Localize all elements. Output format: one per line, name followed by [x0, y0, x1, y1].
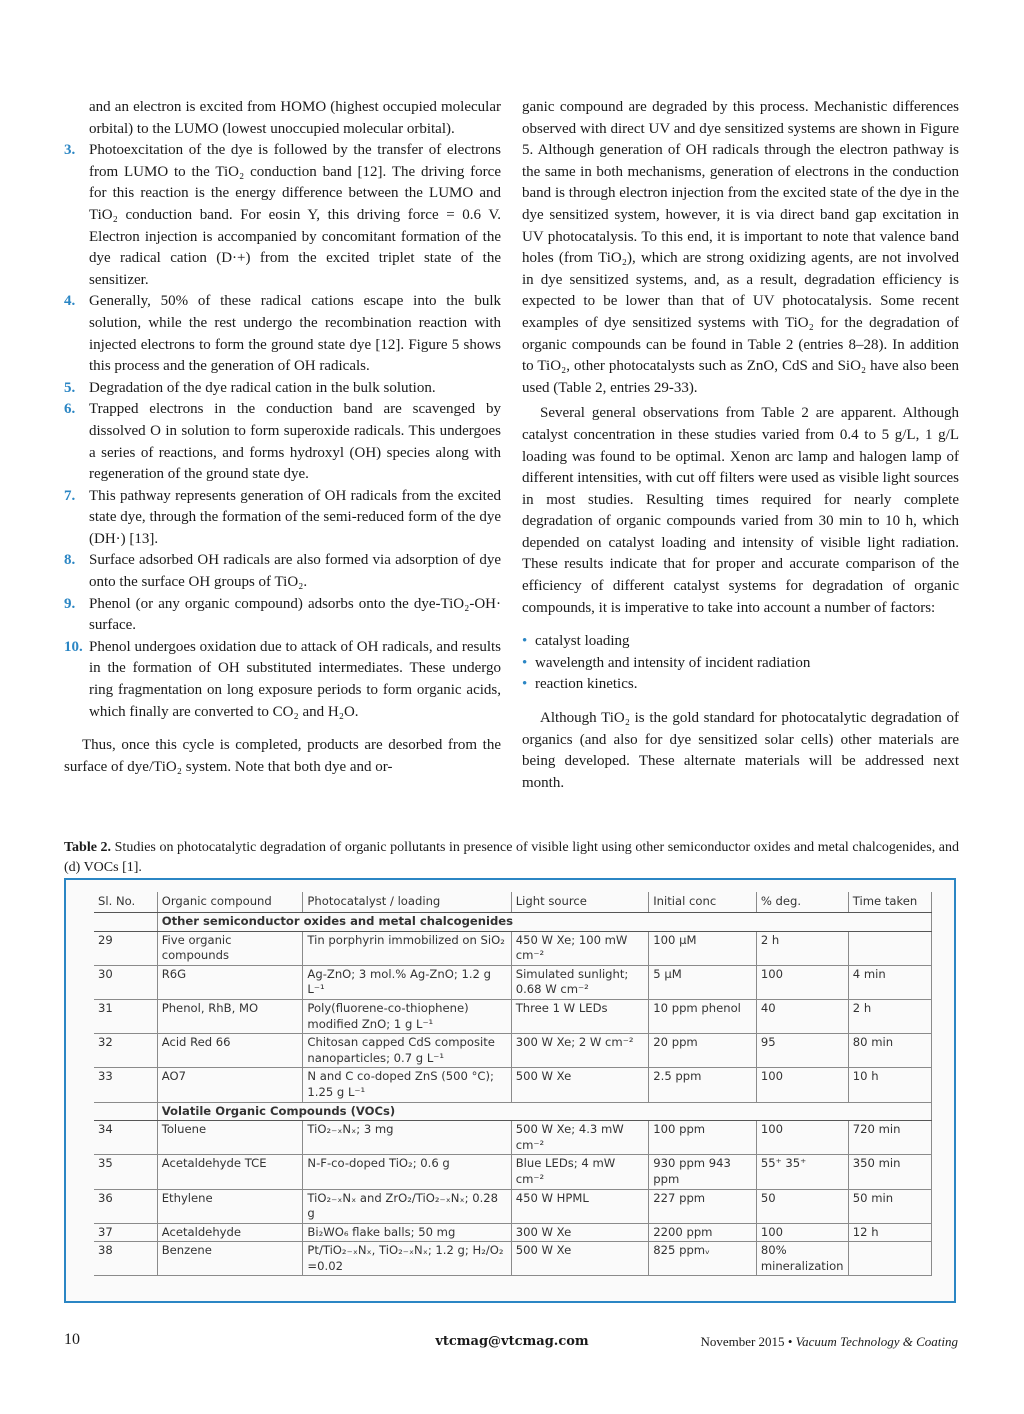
table-body: [94, 913, 932, 1276]
cell: 95: [756, 1034, 848, 1068]
cell: 4 min: [848, 965, 931, 999]
cell: TiO₂₋ₓNₓ; 3 mg: [303, 1121, 511, 1155]
cell: 2.5 ppm: [649, 1068, 757, 1102]
cell: Tin porphyrin immobilized on SiO₂: [303, 931, 511, 965]
step-text: Phenol undergoes oxidation due to attack of OH radicals, and results in the formation of OH substituted intermediates. These undergo ring fragmentation on long exposure periods to form organic acids, which finally are converted to CO₂ and H₂O.: [89, 638, 501, 720]
list-item: [64, 291, 501, 377]
list-item: [64, 550, 501, 593]
cell: 720 min: [848, 1121, 931, 1155]
table-row: [94, 965, 932, 999]
cell: N and C co-doped ZnS (500 °C); 1.25 g L⁻¹: [303, 1068, 511, 1102]
right-column: [522, 97, 959, 794]
cell: 500 W Xe: [511, 1242, 649, 1276]
cell: 12 h: [848, 1223, 931, 1242]
cell: 450 W HPML: [511, 1189, 649, 1223]
cell: Bi₂WO₆ flake balls; 50 mg: [303, 1223, 511, 1242]
step-text: Generally, 50% of these radical cations escape into the bulk solution, while the rest undergo the recombination reaction with injected electrons to form the ground state dye [12]. Figure 5 shows this process and the generation of OH radicals.: [89, 293, 501, 375]
cell: 2200 ppm: [649, 1223, 757, 1242]
header-cell: Organic compound: [157, 892, 303, 913]
cell: Blue LEDs; 4 mW cm⁻²: [511, 1155, 649, 1189]
list-item: [64, 637, 501, 723]
cell: 2 h: [756, 931, 848, 965]
section-title: Other semiconductor oxides and metal chalcogenides: [157, 913, 931, 932]
cell: 100 µM: [649, 931, 757, 965]
section-row: [94, 1102, 932, 1121]
cell: Phenol, RhB, MO: [157, 999, 303, 1033]
cell: Simulated sunlight; 0.68 W cm⁻²: [511, 965, 649, 999]
cell: [848, 1242, 931, 1276]
step-number: 3.: [64, 142, 76, 159]
body-paragraph: Although TiO₂ is the gold standard for photocatalytic degradation of organics (and also for dye sensitized solar cells) other materials are being developed. These alternate materials will be addressed next month.: [522, 710, 959, 791]
cell: 35: [94, 1155, 157, 1189]
lead-paragraph: and an electron is excited from HOMO (highest occupied molecular orbital) to the LUMO (lowest unoccupied molecular orbital).: [89, 99, 501, 137]
cell: 930 ppm 943 ppm: [649, 1155, 757, 1189]
cell: 30: [94, 965, 157, 999]
list-item: [64, 399, 501, 485]
step-number: 4.: [64, 293, 76, 310]
cell: 50: [756, 1189, 848, 1223]
step-text: Photoexcitation of the dye is followed by the transfer of electrons from LUMO to the TiO₂ conduction band [12]. The driving force for this reaction is the energy difference between the LUMO and TiO₂ conduction band. For eosin Y, this driving force = 0.6 V. Electron injection is accompanied by concomitant formation of the dye radical cation (D·+) from the excited triplet state of the sensitizer.: [89, 142, 501, 288]
table-header-row: [94, 892, 932, 913]
step-text: Phenol (or any organic compound) adsorbs onto the dye-TiO₂-OH· surface.: [89, 595, 501, 634]
cell: N-F-co-doped TiO₂; 0.6 g: [303, 1155, 511, 1189]
section-title: Volatile Organic Compounds (VOCs): [157, 1102, 931, 1121]
cell: 500 W Xe; 4.3 mW cm⁻²: [511, 1121, 649, 1155]
cell: 500 W Xe: [511, 1068, 649, 1102]
header-cell: Initial conc: [649, 892, 757, 913]
list-item: [64, 486, 501, 551]
cell: 20 ppm: [649, 1034, 757, 1068]
list-item: [64, 140, 501, 291]
cell: Three 1 W LEDs: [511, 999, 649, 1033]
cell: 450 W Xe; 100 mW cm⁻²: [511, 931, 649, 965]
cell: 2 h: [848, 999, 931, 1033]
list-item: • reaction kinetics.: [522, 674, 959, 696]
footer-issue: [700, 1334, 958, 1350]
cell: 10 h: [848, 1068, 931, 1102]
table-row: [94, 1155, 932, 1189]
body-paragraph: Several general observations from Table 2 are apparent. Although catalyst concentration in these studies varied from 0.4 to 5 g/L, 1 g/L loading was found to be optimal. Xenon arc lamp and halogen lamp of different intensities, with cut off filters were used as visible light sources in most studies. Resulting times required for nearly complete degradation of organic compounds varied from 30 min to 10 h, which depended on catalyst loading and intensity of visible light radiation. These results indicate that for proper and accurate comparison of the efficiency of different catalyst systems for degradation of organic compounds, it is imperative to take into account a number of factors:: [522, 405, 959, 616]
cell: Five organic compounds: [157, 931, 303, 965]
cell: Ag-ZnO; 3 mol.% Ag-ZnO; 1.2 g L⁻¹: [303, 965, 511, 999]
issue-date: November 2015: [700, 1334, 785, 1349]
cell: 100 ppm: [649, 1121, 757, 1155]
list-item: [64, 594, 501, 637]
step-text: Degradation of the dye radical cation in the bulk solution.: [89, 379, 436, 396]
cell: Poly(fluorene-co-thiophene) modified ZnO; 1 g L⁻¹: [303, 999, 511, 1033]
header-cell: % deg.: [756, 892, 848, 913]
cell: 300 W Xe; 2 W cm⁻²: [511, 1034, 649, 1068]
cell: Pt/TiO₂₋ₓNₓ, TiO₂₋ₓNₓ; 1.2 g; H₂/O₂ =0.02: [303, 1242, 511, 1276]
step-number: 10.: [64, 638, 83, 655]
cell: 29: [94, 931, 157, 965]
table-row: [94, 1068, 932, 1102]
step-text: Surface adsorbed OH radicals are also formed via adsorption of dye onto the surface OH groups of TiO₂.: [89, 552, 501, 591]
cell: [848, 931, 931, 965]
footer-separator: •: [787, 1334, 793, 1349]
cell: 100: [756, 965, 848, 999]
cell: 40: [756, 999, 848, 1033]
cell: Benzene: [157, 1242, 303, 1276]
list-item: • catalyst loading: [522, 631, 959, 653]
list-item: • wavelength and intensity of incident radiation: [522, 653, 959, 675]
footer-email: vtcmag@vtcmag.com: [435, 1334, 589, 1349]
cell: 33: [94, 1068, 157, 1102]
cell: 36: [94, 1189, 157, 1223]
cell: Ethylene: [157, 1189, 303, 1223]
body-paragraph: ganic compound are degraded by this process. Mechanistic differences observed with direct UV and dye sensitized systems are shown in Figure 5. Although generation of OH radicals through the electron pathway is the same in both mechanisms, generation of electrons in the conduction band is through electron injection from the excited state of the dye in the dye sensitized system, however, it is via direct band gap excitation in UV photocatalysis. To this end, it is important to note that valence band holes (from TiO₂), which are strong oxidizing agents, are not involved in dye sensitized systems, and, as a result, degradation efficiency is expected to be lower than that of UV photocatalysis. Some recent examples of dye sensitized systems with TiO₂ for the degradation of organic compounds can be found in Table 2 (entries 8–28). In addition to TiO₂, other photocatalysts such as ZnO, CdS and SiO₂ have also been used (Table 2, entries 29-33).: [522, 99, 959, 396]
cell: 50 min: [848, 1189, 931, 1223]
closing-paragraph: Thus, once this cycle is completed, products are desorbed from the surface of dye/TiO₂ system. Note that both dye and or-: [64, 737, 501, 775]
factors-list: [522, 631, 959, 696]
cell: 10 ppm phenol: [649, 999, 757, 1033]
left-column: [64, 97, 501, 778]
table-frame: [64, 878, 956, 1303]
cell: 55⁺ 35⁺: [756, 1155, 848, 1189]
table-caption: [64, 838, 959, 878]
cell: 825 ppmᵥ: [649, 1242, 757, 1276]
list-item: [64, 378, 501, 400]
cell: Chitosan capped CdS composite nanoparticles; 0.7 g L⁻¹: [303, 1034, 511, 1068]
cell: 227 ppm: [649, 1189, 757, 1223]
cell: TiO₂₋ₓNₓ and ZrO₂/TiO₂₋ₓNₓ; 0.28 g: [303, 1189, 511, 1223]
cell: 38: [94, 1242, 157, 1276]
table-caption-label: Table 2.: [64, 840, 112, 855]
cell: 32: [94, 1034, 157, 1068]
header-cell: Photocatalyst / loading: [303, 892, 511, 913]
section-row: [94, 913, 932, 932]
data-table: [94, 892, 932, 1276]
table-row: [94, 1189, 932, 1223]
cell: Acid Red 66: [157, 1034, 303, 1068]
step-number: 5.: [64, 379, 76, 396]
table-row: [94, 1034, 932, 1068]
cell: 100: [756, 1068, 848, 1102]
step-number: 7.: [64, 487, 76, 504]
cell: 100: [756, 1121, 848, 1155]
cell: 300 W Xe: [511, 1223, 649, 1242]
mechanism-steps-list: [64, 140, 501, 723]
step-number: 8.: [64, 552, 76, 569]
table-row: [94, 999, 932, 1033]
table-row: [94, 1121, 932, 1155]
cell: R6G: [157, 965, 303, 999]
cell: 31: [94, 999, 157, 1033]
step-text: Trapped electrons in the conduction band are scavenged by dissolved O in solution to form superoxide radicals. This undergoes a series of reactions, and forms hydroxyl (OH) species along with regeneration of the ground state dye.: [89, 401, 501, 483]
cell: 80 min: [848, 1034, 931, 1068]
header-cell: Time taken: [848, 892, 931, 913]
header-cell: Light source: [511, 892, 649, 913]
cell: AO7: [157, 1068, 303, 1102]
page-number: 10: [64, 1331, 80, 1348]
cell: 100: [756, 1223, 848, 1242]
magazine-title: Vacuum Technology & Coating: [795, 1334, 958, 1349]
table-row: [94, 1223, 932, 1242]
step-number: 9.: [64, 595, 76, 612]
cell: 37: [94, 1223, 157, 1242]
cell: 34: [94, 1121, 157, 1155]
cell: Acetaldehyde: [157, 1223, 303, 1242]
table-row: [94, 1242, 932, 1276]
step-number: 6.: [64, 401, 76, 418]
cell: 350 min: [848, 1155, 931, 1189]
cell: 5 µM: [649, 965, 757, 999]
cell: 80% mineralization: [756, 1242, 848, 1276]
header-cell: Sl. No.: [94, 892, 157, 913]
table-caption-text: Studies on photocatalytic degradation of organic pollutants in presence of visible light using other semiconductor oxides and metal chalcogenides, and (d) VOCs [1].: [64, 840, 960, 875]
cell: Toluene: [157, 1121, 303, 1155]
cell: Acetaldehyde TCE: [157, 1155, 303, 1189]
step-text: This pathway represents generation of OH radicals from the excited state dye, through the formation of the semi-reduced form of the dye (DH·) [13].: [89, 487, 501, 547]
table-row: [94, 931, 932, 965]
